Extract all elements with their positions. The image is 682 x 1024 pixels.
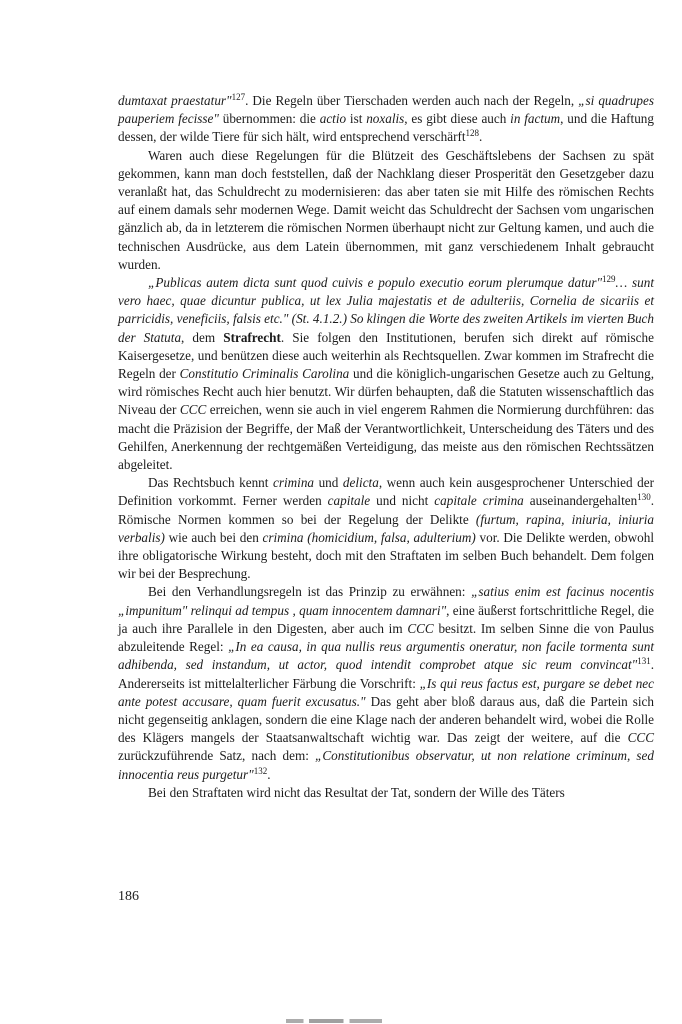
text-run: und	[314, 475, 343, 491]
italic-run: Constitutio Criminalis Carolina	[179, 366, 350, 382]
paragraph-1	[118, 92, 654, 147]
paragraph-4	[118, 474, 654, 583]
italic-run: „Constitutionibus observatur, ut non relatione criminum, sed innocentia reus purgetur"	[118, 748, 654, 782]
text-run: erreichen, wenn sie auch in viel engerem Rahmen die Normierung durchführen: das macht die Präzision der Begriffe, der Maß der Verantwortlichkeit, Unterscheidung des Täters und des Gehilfen, Anerkennung der rechtgemäßen Verteidigung, das meiste aus den römischen Rechtssätzen abgeleitet.	[118, 402, 654, 473]
text-run: Bei den Verhandlungsregeln ist das Prinzip zu erwähnen:	[148, 584, 472, 600]
crop-mark	[286, 1019, 382, 1023]
footnote-ref: 130	[637, 492, 651, 503]
italic-run: dumtaxat praestatur"	[118, 93, 232, 108]
text-run: Bei den Straftaten wird nicht das Resultat der Tat, sondern der Wille des Täters	[148, 784, 565, 800]
footnote-ref: 128	[465, 128, 480, 139]
text-run: .	[479, 129, 483, 145]
footnote-ref: 129	[602, 274, 616, 285]
italic-run: CCC	[627, 730, 654, 746]
text-run: , es gibt diese auch	[404, 111, 511, 127]
italic-run: „satius enim est facinus nocentis „impunitum" relinqui ad tempus , quam innocentem damnari"	[118, 584, 654, 618]
text-run: wie auch bei den	[164, 529, 263, 545]
italic-run: capitale crimina	[434, 493, 524, 509]
italic-run: „si quadrupes pauperiem fecisse"	[118, 93, 654, 127]
footnote-ref: 127	[231, 92, 246, 102]
italic-run: „Publicas autem dicta sunt quod cuivis e populo executio eorum plerumque datur"	[148, 275, 603, 291]
bold-run: Strafrecht	[223, 329, 281, 345]
italic-run: in factum	[510, 111, 561, 127]
text-run: Das Rechtsbuch kennt	[148, 475, 273, 491]
text-run: , dem	[181, 329, 224, 345]
italic-run: „In ea causa, in qua nullis reus argumentis oneratur, non facile tormenta sunt adhibenda, sed instandum, ut actor, quod intendit comprobet atque sic reum convincat"	[118, 639, 654, 673]
italic-run: capitale	[327, 493, 371, 509]
italic-run: crimina (homicidium, falsa, adulterium)	[262, 529, 476, 545]
italic-run: noxalis	[366, 111, 405, 127]
page-text	[118, 92, 654, 802]
text-run: ist	[346, 111, 367, 127]
italic-run: delicta	[342, 475, 379, 491]
italic-run: crimina	[273, 475, 315, 491]
text-run: und nicht	[370, 493, 435, 509]
text-run: Das geht aber bloß daraus aus, daß die Partein sich nicht gegenseitig anklagen, sondern die eine Klage nach der anderen behandelt wird, wobei die Rolle des Klägers mangels der Staatsanwaltschaft wichtig war. Das zeigt der weitere, auf die	[118, 693, 654, 746]
paragraph-6	[118, 784, 654, 802]
text-run: zurückzuführende Satz, nach dem:	[118, 748, 316, 764]
italic-run: actio	[319, 111, 347, 127]
text-run: vor. Die Delikte werden, obwohl ihre obligatorische Wirkung besteht, doch mit den Straftaten im selben Buch behandelt. Dem folgen wir bei der Besprechung.	[118, 529, 654, 582]
text-run: Waren auch diese Regelungen für die Blützeit des Geschäftslebens der Sachsen zu spät gekommen, kann man doch feststellen, daß der Nachklang dieser Prosperität den Gesetzgeber dazu veranlaßt hat, das Schuldrecht zu modernisieren: das aber taten sie mit Hilfe des römischen Rechts auf einem damals sehr modernen Wege. Damit weicht das Schuldrecht der Sachsen vom ungarischen gänzlich ab, da in letzterem die römischen Normen überhaupt nicht zur Geltung kamen, und auch die technischen Ausdrücke, aus dem Latein übernommen, mit ganz verschiedenem Inhalt gebraucht wurden.	[118, 147, 654, 272]
page-number: 186	[118, 889, 139, 904]
text-run: , eine äußerst fortschrittliche Regel, die ja auch ihre Parallele in den Digesten, aber auch im	[118, 602, 654, 636]
text-run: besitzt. Im selben Sinne die von Paulus abzuleitende Regel:	[118, 620, 654, 655]
text-run: , und die Haftung dessen, der wilde Tiere für sich hält, wird entsprechend verschärft	[118, 111, 654, 145]
paragraph-3	[118, 274, 654, 474]
paragraph-2	[118, 147, 654, 274]
italic-run: CCC	[407, 620, 434, 636]
text-run: . Römische Normen kommen so bei der Regelung der Delikte	[118, 493, 654, 527]
text-run: , wenn auch kein ausgesprochener Unterschied der Definition vorkommt. Ferner werden	[118, 475, 655, 509]
text-run: . Andererseits ist mittelalterlicher Färbung die Vorschrift:	[118, 657, 654, 691]
italic-run: (furtum, rapina, iniuria, iniuria verbalis)	[118, 511, 655, 545]
text-run: übernommen: die	[218, 111, 320, 127]
text-run: . Die Regeln über Tierschaden werden auch nach der Regeln,	[245, 93, 579, 108]
footnote-ref: 131	[637, 656, 651, 667]
text-run: auseinandergehalten	[523, 493, 638, 509]
text-run: . Sie folgen den Institutionen, berufen sich direkt auf römische Kaisergesetze, und benützen diese auch weiterhin als Rechtsquellen. Zwar kommen im Strafrecht die Regeln der	[118, 329, 654, 382]
paragraph-5	[118, 583, 654, 783]
italic-run: „Is qui reus factus est, purgare se debet nec ante potest accusare, quam fuerit excusatus."	[118, 675, 654, 709]
text-run: .	[267, 766, 271, 782]
italic-run: CCC	[179, 402, 207, 418]
footnote-ref: 132	[253, 765, 268, 776]
text-run: und die königlich-ungarischen Gesetze auch zu Geltung, wird römisches Recht auch hier benutzt. Wir dürfen behaupten, daß die Statuten wissenschaftlich das Niveau der	[118, 366, 654, 418]
italic-run: … sunt vero haec, quae dicuntur publica, ut lex Julia majestatis et de adulteriis, Cornelia de sicariis et parricidis, veneficiis, falsis etc." (St. 4.1.2.) So klingen die Worte des zweiten Artikels im vierten Buch der Statuta	[118, 275, 655, 345]
